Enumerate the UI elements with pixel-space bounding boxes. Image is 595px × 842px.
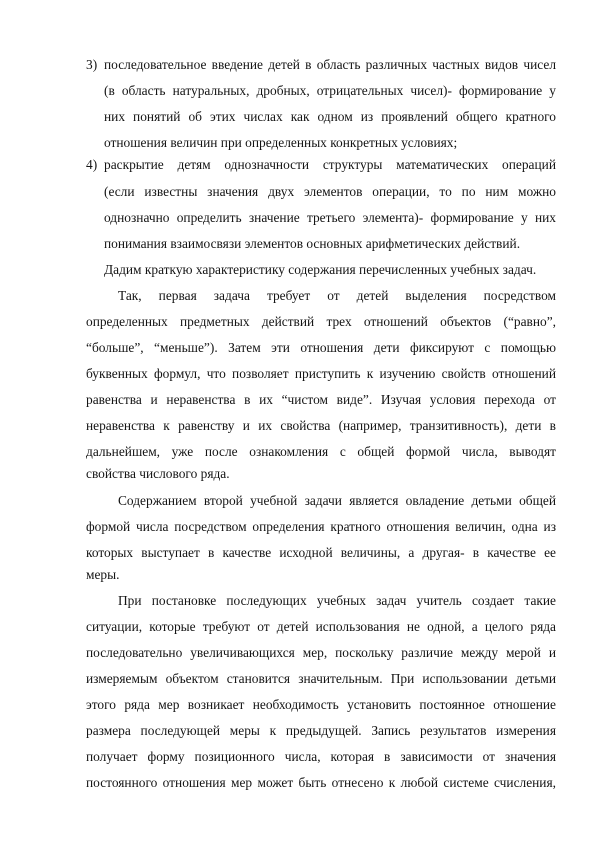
paragraph-3-line: этого ряда мер возникает необходимость установить постоянное отношение (86, 697, 556, 712)
paragraph-2-line: Содержанием второй учебной задачи является овладение детьми общей (118, 493, 556, 508)
list-item-4-line-1: раскрытие детям однозначности структуры математических операций (104, 157, 556, 172)
intro-line: Дадим краткую характеристику содержания перечисленных учебных задач. (104, 262, 537, 277)
list-item-3-line-1: последовательное введение детей в область различных частных видов чисел (104, 57, 556, 72)
paragraph-1-line: неравенства к равенству и их свойства (например, транзитивность), дети в (86, 418, 556, 433)
paragraph-1-line: дальнейшем, уже после ознакомления с общей формой числа, выводят (86, 444, 556, 459)
paragraph-3-line: измеряемым объектом становится значительным. При использовании детьми (86, 671, 556, 686)
paragraph-1-line: равенства и неравенства в их “чистом виде”. Изучая условия перехода от (86, 392, 556, 407)
paragraph-3-line: получает форму позиционного числа, которая в зависимости от значения (86, 749, 556, 764)
list-item-number: 3) (86, 57, 98, 72)
paragraph-1-line: свойства числового ряда. (86, 466, 230, 481)
paragraph-1-line: “больше”, “меньше”). Затем эти отношения дети фиксируют с помощью (86, 340, 556, 355)
paragraph-1-line: буквенных формул, что позволяет приступить к изучению свойств отношений (86, 366, 556, 381)
list-item-4-line-3: однозначно определить значение третьего элемента)- формирование у них (104, 210, 556, 225)
list-item-4-line-2: (если известны значения двух элементов операции, то по ним можно (104, 184, 556, 199)
list-item-number: 4) (86, 157, 98, 172)
list-item-4-line-4: понимания взаимосвязи элементов основных арифметических действий. (104, 236, 521, 251)
paragraph-2-line: формой числа посредством определения кратного отношения величин, одна из (86, 519, 556, 534)
paragraph-1-line: Так, первая задача требует от детей выделения посредством (118, 288, 556, 303)
paragraph-3-line: ситуации, которые требуют от детей использования не одной, а целого ряда (86, 619, 556, 634)
paragraph-2-line: меры. (86, 567, 120, 582)
paragraph-2-line: которых выступает в качестве исходной величины, а другая- в качестве ее (86, 545, 556, 560)
list-item-3-line-3: них понятий об этих числах как одном из проявлений общего кратного (104, 109, 556, 124)
paragraph-3-line: постоянного отношения мер может быть отнесено к любой системе счисления, (86, 775, 556, 790)
list-item-3-line-4: отношения величин при определенных конкретных условиях; (104, 135, 458, 150)
paragraph-1-line: определенных предметных действий трех отношений объектов (“равно”, (86, 314, 556, 329)
list-item-3-line-2: (в область натуральных, дробных, отрицательных чисел)- формирование у (104, 83, 556, 98)
paragraph-3-line: размера последующей меры к предыдущей. Запись результатов измерения (86, 723, 556, 738)
paragraph-3-line: При постановке последующих учебных задач учитель создает такие (118, 593, 556, 608)
paragraph-3-line: последовательно увеличивающихся мер, поскольку различие между мерой и (86, 645, 556, 660)
